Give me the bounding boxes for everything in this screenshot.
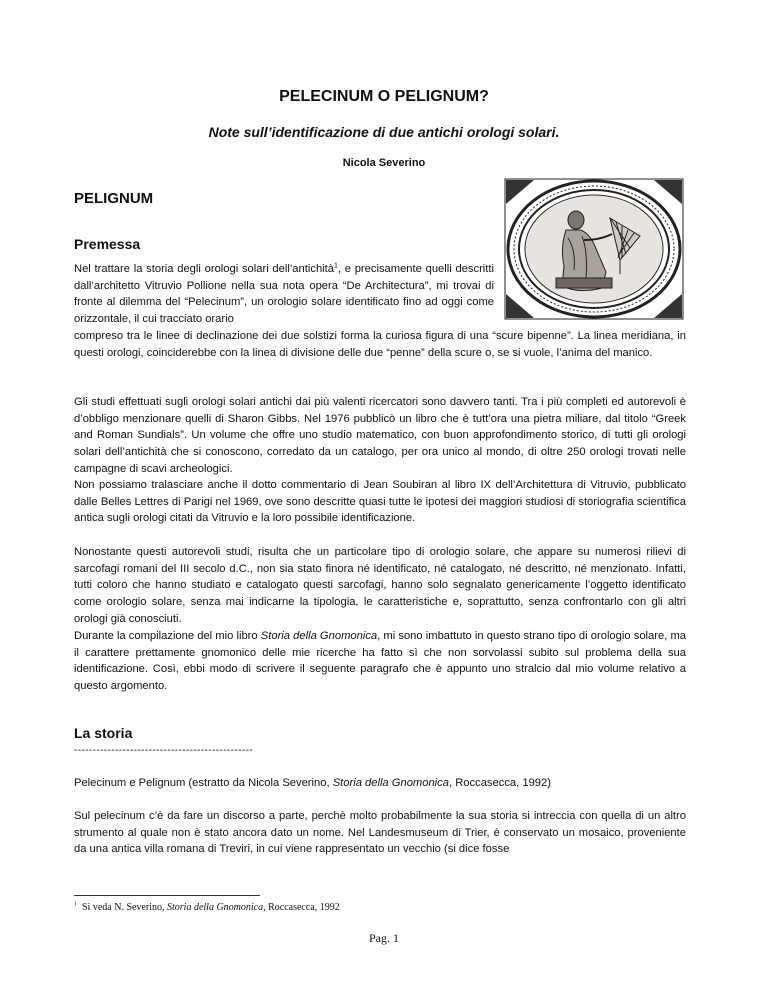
footnote-text: Si veda N. Severino,: [82, 902, 167, 913]
book-title: Storia della Gnomonica: [260, 630, 378, 642]
paragraph-text: , e precisamente quelli descritti dall’architetto Vitruvio Pollione nella sua nota opera “De Architectura”, mi trovai di fronte al dilemma del “Pelecinum”, un orologio solare identificato fino ad oggi come orizzontale, il cui tracciato orario: [74, 263, 494, 326]
document-author: Nicola Severino: [342, 157, 426, 169]
footnote: [74, 902, 340, 913]
paragraph-extract-source: [74, 775, 686, 792]
paragraph-storia-della-gnomonica: [74, 628, 686, 695]
subheading-la-storia: La storia: [74, 725, 133, 741]
book-title: Storia della Gnomonica: [332, 777, 449, 789]
paragraph-pelecinum-discussion: Sul pelecinum c’è da fare un discorso a parte, perchè molto probabilmente la sua storia si intreccia con quella di un altro strumento al quale non è stato ancora dato un nome. Nel Landesmuseum di Trier, è conservato un mosaico, proveniente da una antica villa romana di Treviri, in cui viene rappresentato un vecchio (si dice fosse: [74, 810, 686, 856]
document-title: PELECINUM O PELIGNUM?: [279, 88, 489, 105]
paragraph-studies: Gli studi effettuati sugli orologi solari antichi dai più valenti ricercatori sono davvero tanti. Tra i più completi ed autorevoli è d’obbligo menzionare quelli di Sharon Gibbs. Nel 1976 pubblicò un libro che è tutt’ora una pietra miliare, dal titolo “Greek and Roman Sundials”. Un volume che offre uno studio matematico, con buon approfondimento storico, di tutti gli orologi solari dell’antichità che si conoscono, corredato da un catalogo, per ora unico al mondo, di oltre 250 orologi trovati nelle campagne di scavi archeologici.: [74, 396, 686, 475]
footnote-text: Roccasecca, 1992: [265, 902, 340, 913]
page-number: Pag. 1: [369, 931, 399, 945]
section-heading-pelignum: PELIGNUM: [74, 190, 154, 207]
paragraph-text: , Roccasecca, 1992): [448, 777, 551, 789]
footnote-mark: 1: [74, 901, 77, 908]
footnote-divider: [74, 895, 260, 896]
paragraph-text: Nel trattare la storia degli orologi solari dell’antichità: [74, 263, 334, 275]
paragraph-premessa-intro: [74, 261, 494, 328]
document-subtitle: Note sull’identificazione di due antichi orologi solari.: [208, 124, 560, 140]
paragraph-text: , mi sono imbattuto in questo strano tipo di orologio solare, ma il carattere prettamente gnomonico delle mie ricerche ha fatto sì che non sorvolassi subito sul problema della sua identificazione. Così, ebbi modo di scrivere il seguente paragrafo che è appunto uno stralcio dal mio volume relativo a questo argomento.: [74, 630, 686, 693]
footnote-reference[interactable]: 1: [333, 262, 338, 270]
paragraph-text: Durante la compilazione del mio libro: [74, 630, 261, 642]
mosaic-seated-figure-with-sundial-icon: [504, 178, 684, 320]
paragraph-unidentified-sundial: Nonostante questi autorevoli studi, risulta che un particolare tipo di orologio solare, che appare su numerosi rilievi di sarcofagi romani del III secolo d.C., non sia stato finora né identificato, né catalogato, né descritto, né menzionato. Infatti, tutti coloro che hanno studiato e catalogato questi sarcofagi, hanno solo segnalato genericamente l’oggetto identificato come orologio solare, senza mai indicarne la tipologia, le caratteristiche e, soprattutto, senza confrontarlo con gli altri orologi già conosciuti.: [74, 546, 686, 625]
paragraph-premessa-continued: compreso tra le linee di declinazione dei due solstizi forma la curiosa figura di una “scure bipenne”. La linea meridiana, in questi orologi, coinciderebbe con la linea di divisione delle due “penne” della scure o, se si vuole, l’anima del manico.: [74, 330, 686, 359]
dashed-separator: ------------------------------------------------: [74, 745, 254, 756]
subheading-premessa: Premessa: [74, 236, 141, 252]
footnote-book-title: Storia della Gnomonica,: [167, 902, 266, 913]
paragraph-text: Pelecinum e Pelignum (estratto da Nicola Severino,: [74, 777, 333, 789]
paragraph-soubiran: Non possiamo tralasciare anche il dotto commentario di Jean Soubiran al libro IX dell’Architettura di Vitruvio, pubblicato dalle Belles Lettres di Parigi nel 1969, ove sono descritte quasi tutte le ipotesi dei maggiori studiosi di storiografia scientifica antica sugli orologi citati da Vitruvio e la loro possibile identificazione.: [74, 479, 686, 525]
